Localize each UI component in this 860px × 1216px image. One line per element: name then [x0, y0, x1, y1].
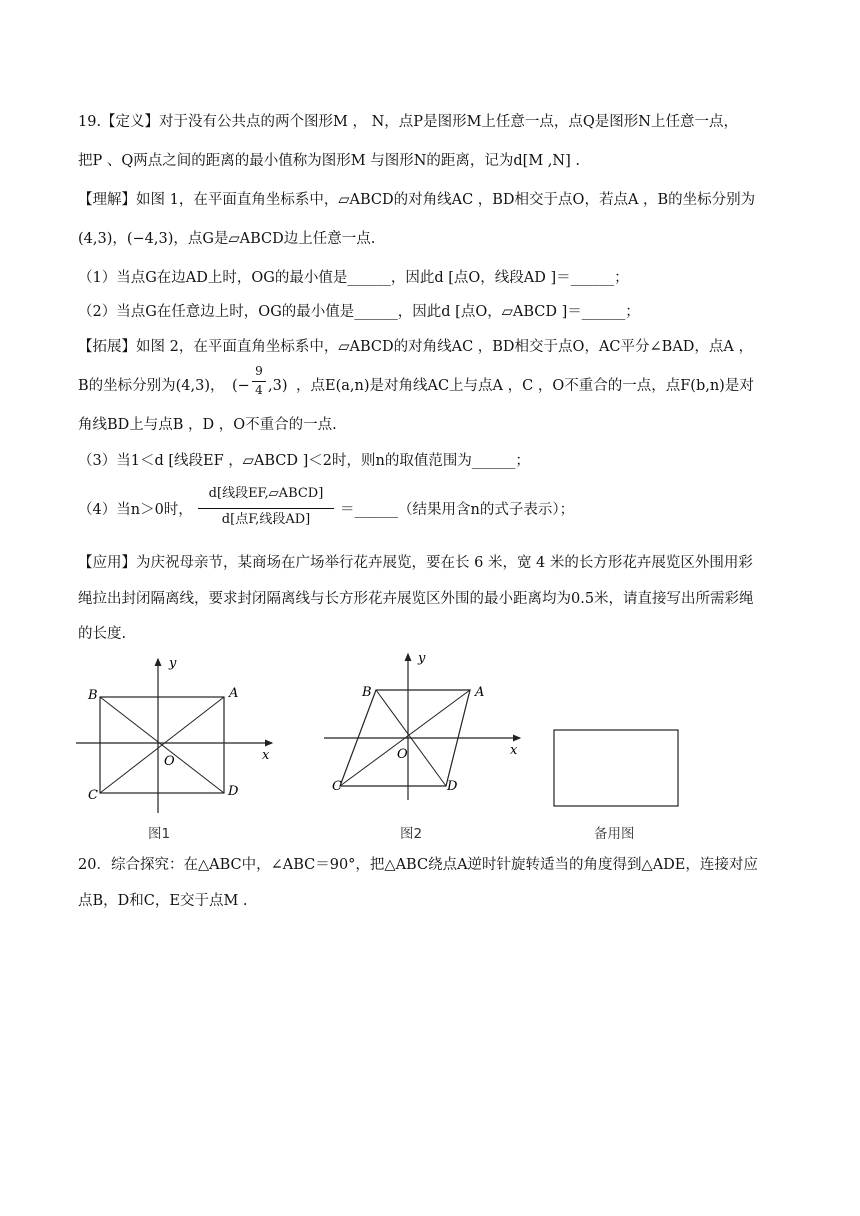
- q19-extend-frac-den: 4: [255, 383, 263, 397]
- q19-sub4-pre: （4）当n＞0时，: [78, 502, 193, 518]
- q19-extend-frac-lead: (−: [232, 378, 250, 394]
- fig2-label-b: B: [362, 685, 372, 700]
- q19-sub1: （1）当点G在边AD上时，OG的最小值是______，因此d [点O，线段AD ]＝______；: [78, 270, 629, 286]
- fig2-label-d: D: [447, 779, 458, 794]
- fig2-label-c: C: [332, 779, 342, 794]
- figure-1: [72, 655, 282, 815]
- q19-extend-line2-post: ，点E(a,n)是对角线AC上与点A ，C ，O不重合的一点，点F(b,n)是对: [296, 378, 754, 394]
- q20-line1: 20．综合探究：在△ABC中，∠ABC＝90°，把△ABC绕点A逆时针旋转适当的角度得到△ADE，连接对应: [78, 857, 758, 873]
- spare-caption: 备用图: [594, 826, 635, 842]
- figure-2: [320, 650, 530, 810]
- fig1-label-y: y: [169, 656, 177, 671]
- q19-apply-line1: 【应用】为庆祝母亲节，某商场在广场举行花卉展览，要在长 6 米，宽 4 米的长方形花卉展览区外围用彩: [78, 555, 753, 571]
- q19-definition-line2: 把P 、Q两点之间的距离的最小值称为图形M 与图形N的距离，记为d[M ,N] .: [78, 153, 580, 169]
- q19-sub4-fraction-bar: [198, 508, 334, 509]
- q19-extend-frac-tail: ,3): [268, 378, 288, 394]
- fig2-label-x: x: [510, 743, 518, 758]
- fig1-label-b: B: [88, 688, 98, 703]
- q19-sub4-post: ＝______（结果用含n的式子表示）；: [340, 502, 575, 518]
- q19-sub4-numerator: d[线段EF,▱ABCD]: [208, 486, 324, 501]
- q19-understand-line1: 【理解】如图 1，在平面直角坐标系中，▱ABCD的对角线AC ，BD相交于点O，若点A ，B的坐标分别为: [78, 192, 756, 208]
- q19-extend-frac-bar: [252, 381, 266, 382]
- q19-extend-frac-num: 9: [255, 364, 263, 378]
- spare-figure: [553, 729, 683, 809]
- fig2-label-y: y: [418, 651, 426, 666]
- fig1-label-x: x: [262, 748, 270, 763]
- spare-rectangle: [554, 730, 678, 806]
- q19-apply-line3: 的长度.: [78, 626, 127, 642]
- fig2-label-o: O: [397, 747, 408, 762]
- fig1-label-c: C: [88, 788, 98, 803]
- q19-sub2: （2）当点G在任意边上时，OG的最小值是______，因此d [点O，▱ABCD ]＝______；: [78, 304, 640, 320]
- q19-extend-line1: 【拓展】如图 2，在平面直角坐标系中，▱ABCD的对角线AC ，BD相交于点O，AC平分∠BAD，点A ，: [78, 339, 753, 355]
- q19-sub3: （3）当1＜d [线段EF ，▱ABCD ]＜2时，则n的取值范围为______；: [78, 453, 530, 469]
- fig1-label-o: O: [164, 754, 175, 769]
- q20-line2: 点B，D和C，E交于点M .: [78, 893, 248, 909]
- q19-sub4-denominator: d[点F,线段AD]: [221, 512, 311, 527]
- fig2-label-a: A: [475, 685, 485, 700]
- fig1-label-a: A: [229, 686, 239, 701]
- fig2-caption: 图2: [400, 826, 423, 842]
- fig1-label-d: D: [228, 784, 239, 799]
- q19-definition-line1: 19.【定义】对于没有公共点的两个图形M ， N，点P是图形M上任意一点，点Q是图形N上任意一点，: [78, 114, 738, 130]
- q19-extend-line3: 角线BD上与点B ，D ，O不重合的一点.: [78, 417, 337, 433]
- q19-understand-line2: (4,3)，(−4,3)，点G是▱ABCD边上任意一点.: [78, 231, 376, 247]
- fig1-caption: 图1: [148, 826, 171, 842]
- q19-apply-line2: 绳拉出封闭隔离线，要求封闭隔离线与长方形花卉展览区外围的最小距离均为0.5米，请直接写出所需彩绳: [78, 591, 754, 607]
- q19-extend-line2-pre: B的坐标分别为(4,3)，: [78, 378, 225, 394]
